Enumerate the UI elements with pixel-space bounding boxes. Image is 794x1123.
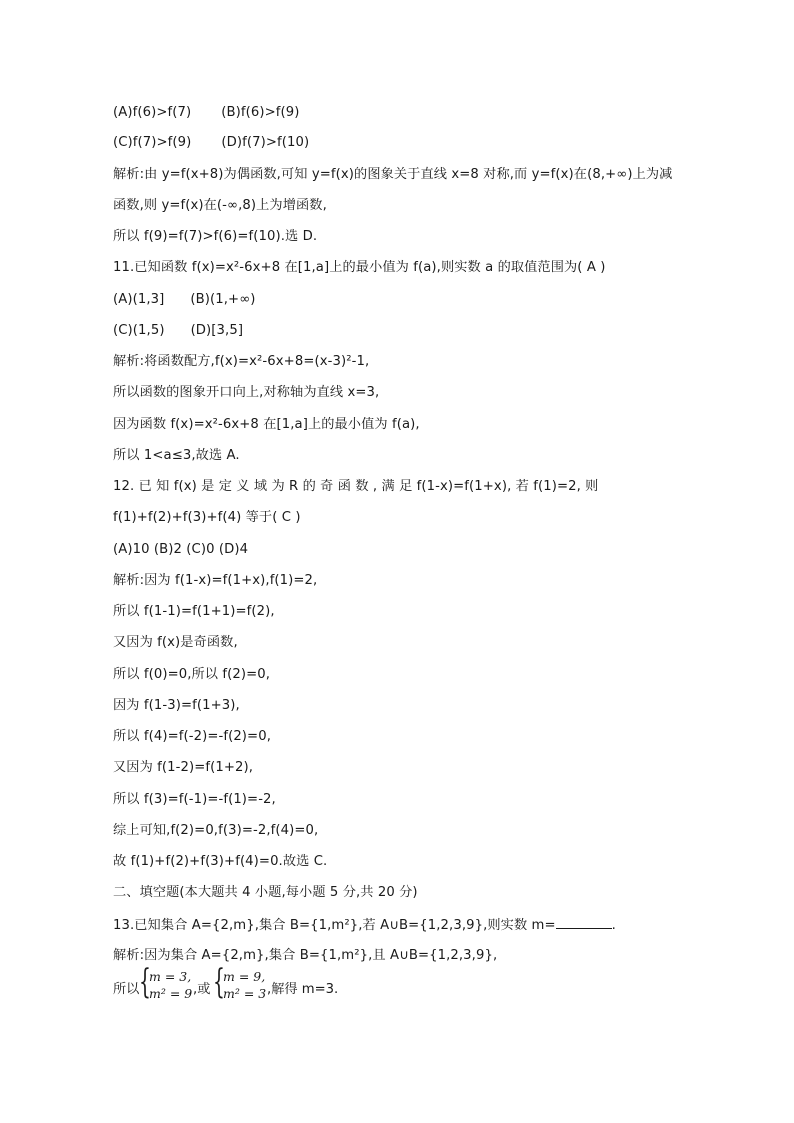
option-a: (A)(1,3] [113,292,165,307]
q12-solution-line9: 综上可知,f(2)=0,f(3)=-2,f(4)=0, [113,823,319,838]
system-prefix: 所以 [113,982,140,997]
q11-solution-line4: 所以 1<a≤3,故选 A. [113,448,240,463]
q11-options-ab [113,291,256,309]
option-d: (D)[3,5] [190,323,244,338]
q10-solution-line3: 所以 f(9)=f(7)>f(6)=f(10).选 D. [113,229,318,244]
option-b: (B)(1,+∞) [190,292,256,307]
system-connector: ,或 [193,982,211,997]
q12-solution-line4: 所以 f(0)=0,所以 f(2)=0, [113,667,271,682]
option-c: (C)f(7)>f(9) [113,135,192,150]
q12-solution-line1: 解析:因为 f(1-x)=f(1+x),f(1)=2, [113,573,318,588]
q10-options-cd [113,134,309,152]
system2-eq2: m² = 3 [223,986,267,1001]
q11-solution-line3: 因为函数 f(x)=x²-6x+8 在[1,a]上的最小值为 f(a), [113,417,420,432]
option-a: (A)f(6)>f(7) [113,105,192,120]
equation-system-line [113,962,413,1003]
q12-options: (A)10 (B)2 (C)0 (D)4 [113,542,249,557]
q12-solution-line10: 故 f(1)+f(2)+f(3)+f(4)=0.故选 C. [113,854,328,869]
option-b: (B)f(6)>f(9) [221,105,300,120]
q11-solution-line2: 所以函数的图象开口向上,对称轴为直线 x=3, [113,385,380,400]
system1-eq1: m = 3, [149,969,192,984]
q11-solution-line1: 解析:将函数配方,f(x)=x²-6x+8=(x-3)²-1, [113,354,370,369]
section-heading-fill-in: 二、填空题(本大题共 4 小题,每小题 5 分,共 20 分) [113,885,418,900]
q11-options-cd [113,322,243,340]
option-c: (C)(1,5) [113,323,165,338]
q12-solution-line3: 又因为 f(x)是奇函数, [113,635,238,650]
system2-eq1: m = 9, [223,969,266,984]
q12-solution-line5: 因为 f(1-3)=f(1+3), [113,698,240,713]
q13-stem-text: 13.已知集合 A={2,m},集合 B={1,m²},若 A∪B={1,2,3,9},则实数 m= [113,918,556,933]
q13-stem [113,916,616,935]
q12-stem-line2: f(1)+f(2)+f(3)+f(4) 等于( C ) [113,510,301,525]
system-suffix: ,解得 m=3. [267,982,339,997]
q11-stem: 11.已知函数 f(x)=x²-6x+8 在[1,a]上的最小值为 f(a),则实数 a 的取值范围为( A ) [113,260,606,275]
left-brace: { [213,962,225,1002]
left-brace: { [139,962,151,1002]
option-d: (D)f(7)>f(10) [221,135,310,150]
q13-stem-tail: . [611,918,616,933]
q10-solution-line2: 函数,则 y=f(x)在(-∞,8)上为增函数, [113,198,327,213]
q12-solution-line2: 所以 f(1-1)=f(1+1)=f(2), [113,604,275,619]
system1-eq2: m² = 9 [149,986,193,1001]
q12-solution-line8: 所以 f(3)=f(-1)=-f(1)=-2, [113,792,276,807]
q13-solution-line1: 解析:因为集合 A={2,m},集合 B={1,m²},且 A∪B={1,2,3,9}, [113,948,498,963]
q12-solution-line6: 所以 f(4)=f(-2)=-f(2)=0, [113,729,271,744]
q12-stem-line1: 12. 已 知 f(x) 是 定 义 域 为 R 的 奇 函 数 , 满 足 f(1-x)=f(1+x), 若 f(1)=2, 则 [113,479,599,494]
q10-solution-line1: 解析:由 y=f(x+8)为偶函数,可知 y=f(x)的图象关于直线 x=8 对称,而 y=f(x)在(8,+∞)上为减 [113,167,673,182]
q10-options-ab [113,104,299,122]
q12-solution-line7: 又因为 f(1-2)=f(1+2), [113,760,254,775]
answer-blank [556,916,612,929]
